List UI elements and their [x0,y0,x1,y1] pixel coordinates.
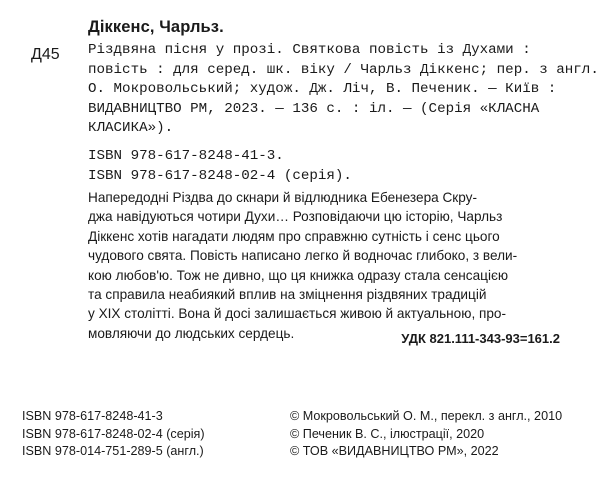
author-heading: Діккенс, Чарльз. [88,18,224,36]
bibliographic-description [88,41,599,139]
annotation-line: кою любов'ю. Тож не дивно, що ця книжка одразу стала сенсацією [88,267,509,283]
biblio-line: повість : для серед. шк. віку / Чарльз Діккенс; пер. з англ. [88,61,599,78]
catalog-code: Д45 [31,46,60,63]
isbn-block-bottom [22,408,205,461]
isbn-line: ISBN 978-014-751-289-5 (англ.) [22,444,204,459]
isbn-line: ISBN 978-617-8248-41-3. [88,148,284,164]
biblio-line: ВИДАВНИЦТВО РМ, 2023. — 136 с. : іл. — (Серія «КЛАСНА [88,100,540,117]
biblio-line: Різдвяна пісня у прозі. Святкова повість із Духами : [88,42,531,58]
annotation-line: мовляючи до людських сердець. [88,325,295,341]
biblio-line: КЛАСИКА»). [88,120,174,136]
annotation-line: Напередодні Різдва до скнари й відлюдника Ебенезера Скру- [88,190,477,205]
isbn-line: ISBN 978-617-8248-02-4 (серія). [88,167,352,184]
udk-code: УДК 821.111-343-93=161.2 [401,331,560,346]
copyright-line: © Печеник В. С., ілюстрації, 2020 [290,426,485,441]
annotation-paragraph [88,188,563,343]
annotation-line: та справила неабиякий вплив на зміцнення різдвяних традицій [88,287,487,303]
isbn-line: ISBN 978-617-8248-02-4 (серія) [22,426,205,441]
copyright-line: © Мокровольський О. М., перекл. з англ., 2010 [290,409,563,423]
copyright-notices [290,408,562,461]
annotation-line: у XIX столітті. Вона й досі залишається живою й актуальною, про- [88,306,507,322]
isbn-line: ISBN 978-617-8248-41-3 [22,409,163,423]
annotation-line: Діккенс хотів нагадати людям про справжню сутність і сенс цього [88,228,500,244]
annotation-line: джа навідуються чотири Духи… Розповідаючи цю історію, Чарльз [88,209,503,225]
annotation-line: чудового свята. Повість написано легко й водночас глибоко, з вели- [88,248,518,264]
isbn-block-top [88,147,352,186]
copyright-line: © ТОВ «ВИДАВНИЦТВО РМ», 2022 [290,444,499,459]
biblio-line: О. Мокровольський; худож. Дж. Ліч, В. Печеник. — Київ : [88,81,557,97]
